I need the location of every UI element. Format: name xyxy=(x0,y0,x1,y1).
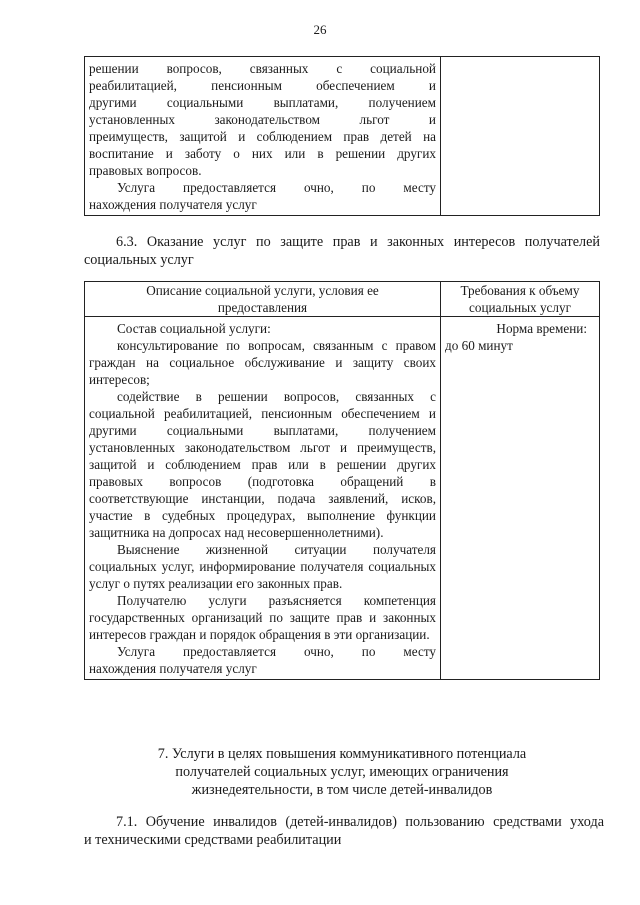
text-line: правовых вопросов. xyxy=(89,163,202,178)
service-item: содействие в решении вопросов, связанных с социальной реабилитацией, пенсионным обеспечением и другими социальными выплатами, получением установленных законодательством льгот и преимуществ, защитой и соблюдением прав или в решении других правовых вопросов (подготовка обращений в соответствующие инстанции, подача заявлений, исков, участие в судебных процедурах, выполнение функции защитника на допросах над несовершеннолетними). xyxy=(89,389,436,540)
table-row xyxy=(85,317,600,680)
section-line: и техническими средствами реабилитации xyxy=(84,832,342,848)
service-table xyxy=(84,281,600,680)
section-line: 7. Услуги в целях повышения коммуникативного потенциала xyxy=(157,746,527,762)
text-line: воспитание и заботу о них или в решении других xyxy=(89,146,436,161)
text-line: реабилитацией, пенсионным обеспечением и xyxy=(89,78,436,93)
section-line: получателей социальных услуг, имеющих ограничения xyxy=(175,764,509,780)
continuation-table xyxy=(84,56,600,216)
section-line: социальных услуг xyxy=(84,252,194,268)
service-item: Получателю услуги разъясняется компетенция государственных организаций по защите прав и законных интересов граждан и порядок обращения в эти организации. xyxy=(89,593,436,642)
table-header-row xyxy=(85,282,600,317)
service-mode-line: нахождения получателя услуг xyxy=(89,661,257,676)
text-line: преимуществ, защитой и соблюдением прав детей на xyxy=(89,129,436,144)
section-line: жизнедеятельности, в том числе детей-инвалидов xyxy=(191,782,493,798)
table-row xyxy=(85,57,600,216)
time-norm-value: до 60 минут xyxy=(445,338,513,353)
section-7-1-heading xyxy=(84,813,604,849)
header-line: Описание социальной услуги, условия ее xyxy=(146,283,379,298)
service-mode-line: нахождения получателя услуг xyxy=(89,197,257,212)
header-line: социальных услуг xyxy=(469,300,571,315)
text-line: другими социальными выплатами, получением xyxy=(89,95,436,110)
time-norm-label: Норма времени: xyxy=(496,321,587,336)
section-line: 6.3. Оказание услуг по защите прав и законных интересов получателей xyxy=(116,234,600,250)
service-mode-line: Услуга предоставляется очно, по месту xyxy=(117,180,436,195)
section-6-3-heading xyxy=(84,233,600,269)
service-mode-line: Услуга предоставляется очно, по месту xyxy=(117,644,436,659)
requirements-cell xyxy=(441,317,600,680)
section-line: 7.1. Обучение инвалидов (детей-инвалидов) пользованию средствами ухода xyxy=(116,814,604,830)
page-number: 26 xyxy=(313,22,327,37)
section-7-heading xyxy=(84,745,600,799)
header-line: предоставления xyxy=(217,300,308,315)
composition-title: Состав социальной услуги: xyxy=(117,321,271,336)
header-line: Требования к объему xyxy=(460,283,580,298)
description-cell xyxy=(85,317,441,680)
service-item: консультирование по вопросам, связанным с правом граждан на социальное обслуживание и защиту своих интересов; xyxy=(89,338,436,387)
text-line: решении вопросов, связанных с социальной xyxy=(89,61,436,76)
header-description xyxy=(85,282,441,317)
requirements-cell xyxy=(441,57,600,216)
service-item: Выяснение жизненной ситуации получателя социальных услуг, информирование получателя социальных услуг о путях реализации его законных прав. xyxy=(89,542,436,591)
text-line: установленных законодательством льгот и xyxy=(89,112,436,127)
header-requirements xyxy=(441,282,600,317)
description-cell xyxy=(85,57,441,216)
